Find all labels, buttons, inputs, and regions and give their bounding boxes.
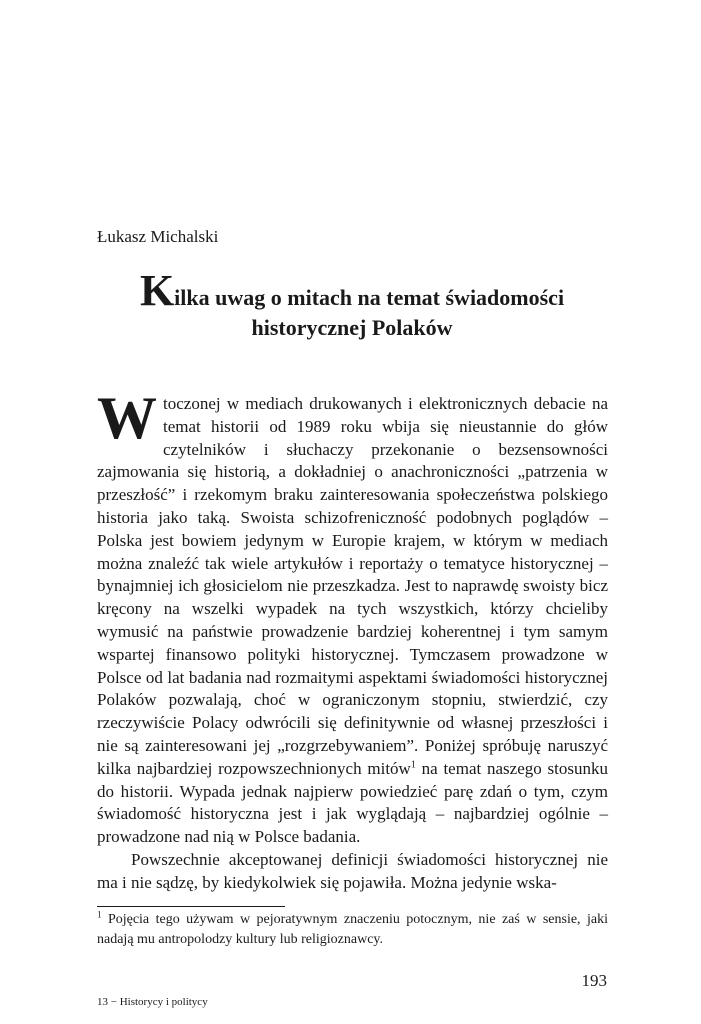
chapter-title xyxy=(97,266,607,343)
title-line-1: ilka uwag o mitach na temat świadomości xyxy=(174,285,565,310)
paragraph-1 xyxy=(97,385,608,849)
footnote-number: 1 xyxy=(97,909,102,920)
page-number: 193 xyxy=(581,971,607,990)
title-line-2: historycznej Polaków xyxy=(251,315,453,340)
paragraph-1-text-b: na temat naszego stosunku do historii. Wypada jednak najpierw powiedzieć parę zdań o tym, czym świadomość historyczna jest i jak wyglądają – najbardziej ogólnie – prowadzone nad nią w Polsce badania. xyxy=(97,758,608,847)
paragraph-2: Powszechnie akceptowanej definicji świadomości historycznej nie ma i nie sądzę, by kiedykolwiek się pojawiła. Można jedynie wska- xyxy=(97,849,608,892)
drop-cap: W xyxy=(97,385,157,451)
printer-signature: 13 − Historycy i politycy xyxy=(97,996,208,1008)
footnote-divider xyxy=(97,906,285,907)
footnote xyxy=(97,910,608,949)
author-name: Łukasz Michalski xyxy=(97,227,219,246)
footnote-text: Pojęcia tego używam w pejoratywnym znaczeniu potocznym, nie zaś w sensie, jaki nadają mu antropolodzy kultury lub religioznawcy. xyxy=(97,912,608,947)
body-text xyxy=(97,385,608,895)
title-initial: K xyxy=(139,266,175,315)
footnote-reference: 1 xyxy=(410,759,416,771)
paragraph-1-text-a: toczonej w mediach drukowanych i elektronicznych debacie na temat historii od 1989 roku wbija się nieustannie do głów czytelników i słuchaczy przekonanie o bezsensowności zajmowania się historią, a dokładniej o anachroniczności „patrzenia w przeszłość” i rzekomym braku zainteresowania społeczeństwa polskiego historia jako taką. Swoista schizofreniczność podobnych poglądów – Polska jest bowiem jedynym w Europie krajem, w którym w mediach można znaleźć tak wiele artykułów i reportaży o tematyce historycznej – bynajmniej ich głosicielom nie przeszkadza. Jest to naprawdę swoisty bicz kręcony na wszelki wypadek na tych wszystkich, którzy chcieliby wymusić na państwie prowadzenie bardziej koherentnej i tym samym wspartej finansowo polityki historycznej. Tymczasem prowadzone w Polsce od lat badania nad rozmaitymi aspektami świadomości historycznej Polaków pozwalają, choć w ograniczonym stopniu, stwierdzić, czy rzeczywiście Polacy odwrócili się definitywnie od własnej przeszłości i nie są zainteresowani jej „rozgrzebywaniem”. Poniżej spróbuję naruszyć kilka najbardziej rozpowszechnionych mitów xyxy=(97,394,608,778)
